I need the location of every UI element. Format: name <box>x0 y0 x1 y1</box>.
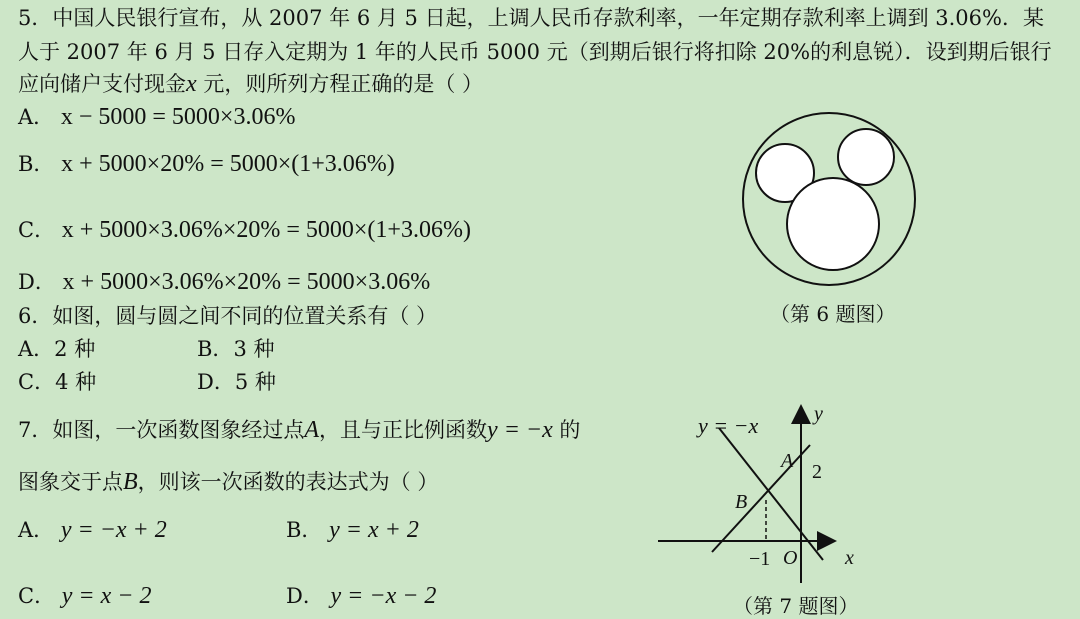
q7-option-a[interactable]: A． y = −x + 2 <box>18 517 167 543</box>
q5-option-a[interactable]: A． x − 5000 = 5000×3.06% <box>18 104 296 130</box>
q7-option-d-expr: y = −x − 2 <box>330 583 437 609</box>
line-through-a-b <box>712 445 810 552</box>
q7-stem-line2: 图象交于点B，则该一次函数的表达式为（ ） <box>18 469 439 495</box>
figure-7-caption: （第 7 题图） <box>733 594 859 618</box>
figure-7-graph <box>650 400 870 590</box>
point-a-label: A <box>781 450 794 472</box>
q7-option-c-expr: y = x − 2 <box>61 583 152 609</box>
x-tick-label: −1 <box>749 548 771 570</box>
q5-option-b-expr: x + 5000×20% = 5000×(1+3.06%) <box>61 151 395 177</box>
q7-option-b[interactable]: B． y = x + 2 <box>286 517 419 543</box>
y-tick-label: 2 <box>812 461 822 483</box>
figure-6-circles <box>740 112 920 292</box>
q5-option-d-expr: x + 5000×3.06%×20% = 5000×3.06% <box>62 269 431 295</box>
y-axis-label: y <box>814 403 823 425</box>
q5-option-d[interactable]: D． x + 5000×3.06%×20% = 5000×3.06% <box>18 269 431 295</box>
q5-option-c-expr: x + 5000×3.06%×20% = 5000×(1+3.06%) <box>61 217 471 243</box>
q7-option-c[interactable]: C． y = x − 2 <box>18 583 152 609</box>
q7-option-a-expr: y = −x + 2 <box>60 517 167 543</box>
q5-stem-line1: 5．中国人民银行宣布，从 2007 年 6 月 5 日起，上调人民币存款利率，一年定期存款利率上调到 3.06%．某 <box>18 6 1044 30</box>
q6-option-a[interactable]: A．2 种 <box>18 337 96 361</box>
q5-option-b[interactable]: B． x + 5000×20% = 5000×(1+3.06%) <box>18 151 395 177</box>
q6-stem: 6．如图，圆与圆之间不同的位置关系有（ ） <box>18 304 438 328</box>
large-circle <box>787 178 879 270</box>
figure-6-caption: （第 6 题图） <box>770 302 896 326</box>
q6-option-c[interactable]: C．4 种 <box>18 370 97 394</box>
x-axis-label: x <box>845 547 854 569</box>
q5-stem-line2: 人于 2007 年 6 月 5 日存入定期为 1 年的人民币 5000 元（到期后银行将扣除 20%的利息锐）．设到期后银行 <box>18 40 1052 64</box>
q7-option-b-expr: y = x + 2 <box>329 517 419 543</box>
q5-option-c[interactable]: C． x + 5000×3.06%×20% = 5000×(1+3.06%) <box>18 217 471 243</box>
q6-option-b[interactable]: B．3 种 <box>197 337 275 361</box>
q5-option-a-expr: x − 5000 = 5000×3.06% <box>60 104 296 130</box>
small-circle-right <box>838 129 894 185</box>
origin-label: O <box>783 547 798 569</box>
line-label: y = −x <box>698 413 759 438</box>
q7-option-d[interactable]: D． y = −x − 2 <box>286 583 437 609</box>
q7-stem-line1: 7．如图，一次函数图象经过点A，且与正比例函数y = −x 的 <box>18 417 581 443</box>
q6-option-d[interactable]: D．5 种 <box>197 370 276 394</box>
point-b-label: B <box>735 491 748 513</box>
q5-stem-line3: 应向储户支付现金x 元，则所列方程正确的是（ ） <box>18 71 484 97</box>
